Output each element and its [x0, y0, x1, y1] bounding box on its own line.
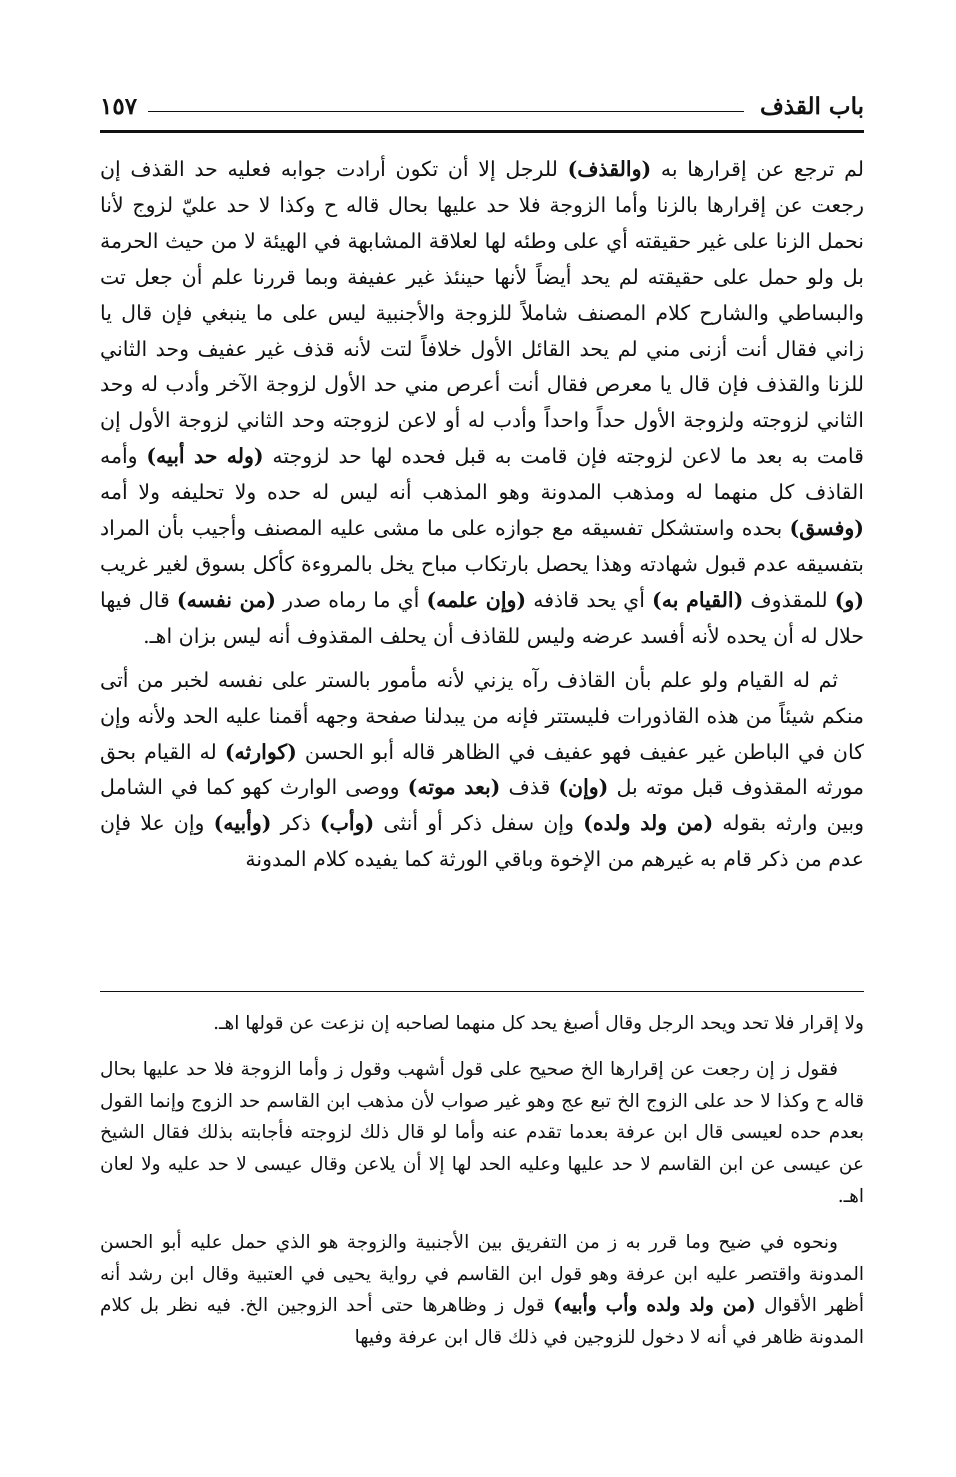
main-text — [100, 152, 864, 878]
text-span: ثم له القيام ولو علم بأن القاذف رآه يزني لأنه مأمور بالستر على نفسه لخبر من أتى منكم شيئاً من هذه القاذورات فليستتر فإنه من يبدلنا صفحة وجهه أقمنا عليه الحد ولأنه وإن كان في الباطن غير عفيف فهو عفيف في الظاهر قاله أبو الحسن — [100, 667, 864, 764]
bold-term: (وأبيه) — [213, 811, 272, 836]
text-span: قذف — [500, 775, 559, 800]
page-number: ١٥٧ — [100, 93, 138, 120]
text-span: ووصى الوارث كهو كما في الشامل وبين وارثه بقوله — [100, 775, 865, 836]
bold-term: (كوارثه) — [224, 739, 297, 764]
text-span: وأمه القاذف كل منهما له ومذهب المدونة وهو المذهب أنه ليس له حده ولا تحليفه ولا أمه — [100, 444, 864, 505]
text-span: أي ما رماه صدر — [275, 587, 427, 612]
text-span: قول ز وظاهرها حتى أحد الزوجين الخ. فيه نظر بل كلام المدونة ظاهر في أنه لا دخول للزوجين في ذلك قال ابن عرفة وفيها — [100, 1295, 864, 1349]
footnotes — [100, 1008, 864, 1368]
text-span: أي يحد قاذفه — [526, 587, 653, 612]
main-paragraph-2 — [100, 663, 864, 878]
bold-term: (وإن علمه) — [426, 587, 527, 612]
text-span: بحده واستشكل تفسيقه مع جوازه على ما مشى عليه المصنف وأجيب بأن المراد بتفسيقه عدم قبول شهادته وهذا يحصل بارتكاب مباح يخل بالمروءة كأكل بسوق لغير غريب — [100, 516, 864, 576]
bold-term: (وله حد أبيه) — [146, 444, 264, 469]
text-span: للمقذوف — [743, 587, 835, 612]
header-rule — [100, 130, 864, 133]
text-span: وإن سفل ذكر أو أنثى — [374, 811, 584, 836]
bold-term: (و) — [834, 587, 865, 612]
footnote-paragraph-3 — [100, 1227, 864, 1354]
running-title: باب القذف — [759, 93, 864, 120]
footnote-separator — [100, 991, 864, 992]
text-span: لم ترجع عن إقرارها به — [651, 157, 865, 181]
page-header — [100, 92, 864, 122]
bold-term: (وفسق) — [789, 516, 864, 541]
text-span: ونحوه في ضيح وما قرر به ز من التفريق بين الأجنبية والزوجة هو الذي حمل عليه أبو الحسن المدونة واقتصر عليه ابن عرفة وهو قول ابن القاسم في رواية يحيى في العتبية وقال ابن رشد أنه أظهر الأقوال — [100, 1231, 864, 1317]
header-title-rule — [148, 111, 744, 112]
footnote-paragraph-2: فقول ز إن رجعت عن إقرارها الخ صحيح على قول أشهب وقول ز وأما الزوجة فلا حد عليها بحال قاله ح وكذا لا حد على الزوج الخ تبع عج وهو غير صواب لأن مذهب ابن القاسم حد الزوج وإنما القول بعدم حده لعيسى قال ابن عرفة بعدما تقدم عنه وأما لو قال ذلك لزوجته فأجابته بذلك فقال الشيخ عن عيسى عن ابن القاسم لا حد عليها وعليه الحد لها إلا أن يلاعن وقال عيسى لا حد عليه ولا لعان اهـ. — [100, 1058, 864, 1207]
text-span: للرجل إلا أن تكون أرادت جوابه فعليه حد القذف إن رجعت عن إقرارها بالزنا وأما الزوجة فلا حد عليها بحال قاله ح وكذا لا حد عليّ لزوج لأنا نحمل الزنا على غير حقيقته أي على وطئه لها لعلاقة المشابهة في الهيئة لا من حيث الحرمة بل ولو حمل على حقيقته لم يحد أيضاً لأنها حينئذ غير عفيفة وبما قررنا علم أن جعل تت والبساطي والشارح كلام المصنف شاملاً للزوجة والأجنبية ليس على ما ينبغي فإن قال يا زاني فقال أنت أزنى مني لم يحد القائل الأول خلافاً لتت لأنه قذف غير عفيف وحد الثاني للزنا والقذف فإن قال يا معرص فقال أنت أعرص مني حد الأول لزوجة الآخر وأدب له وحد الثاني لزوجته ولزوجة الأول حداً واحداً وأدب له أو لاعن لزوجته وحد الثاني لزوجة الأول إن قامت به بعد ما لاعن لزوجته فإن قامت به قبل فحده لها حد لزوجته — [100, 157, 864, 469]
text-span: قال فيها حلال له أن يحده لأنه أفسد عرضه وليس للقاذف أن يحلف المقذوف أنه ليس بزان اهـ. — [100, 587, 864, 648]
main-paragraph-1 — [100, 152, 864, 655]
bold-term: (من ولد ولده وأب وأبيه) — [553, 1295, 756, 1317]
bold-term: (والقذف) — [567, 157, 652, 181]
bold-term: (بعد موته) — [407, 775, 501, 800]
bold-term: (القيام به) — [652, 587, 744, 612]
bold-term: (وإن) — [558, 775, 609, 800]
bold-term: (وأب) — [319, 811, 375, 836]
footnote-paragraph-1: ولا إقرار فلا تحد ويحد الرجل وقال أصبغ يحد كل منهما لصاحبه إن نزعت عن قولها اهـ. — [213, 1013, 864, 1034]
text-span: له القيام بحق مورثه المقذوف قبل موته بل — [100, 739, 864, 800]
bold-term: (من ولد ولده) — [583, 811, 714, 836]
bold-term: (من نفسه) — [176, 587, 276, 612]
text-span: وإن علا فإن عدم من ذكر قام به غيرهم من الإخوة وباقي الورثة كما يفيده كلام المدونة — [100, 811, 864, 872]
text-span: ذكر — [271, 811, 320, 836]
